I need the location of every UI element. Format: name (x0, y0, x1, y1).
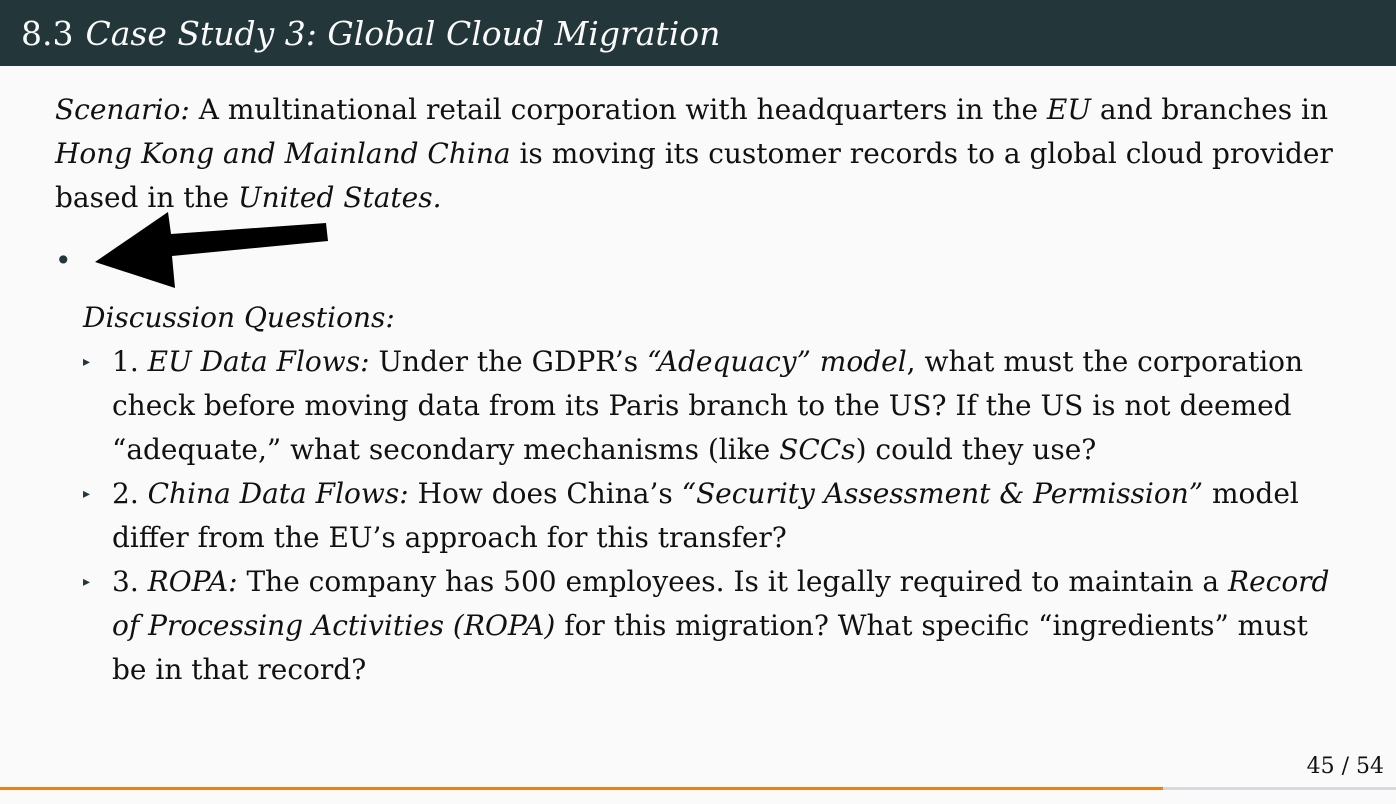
triangle-bullet-icon: ▸ (83, 574, 91, 590)
question-label: ROPA: (147, 565, 238, 598)
triangle-bullet-icon: ▸ (83, 354, 91, 370)
scenario-label: Scenario: (55, 93, 190, 126)
question-text (112, 340, 1343, 472)
question-body: model differ from the EU’s approach for this transfer? (112, 477, 1299, 554)
scenario-emphasis-eu: EU (1046, 93, 1091, 126)
list-item (83, 472, 1343, 560)
question-body: ) could they use? (855, 433, 1097, 466)
scenario-text: and branches in (1090, 93, 1328, 126)
frame-title: Case Study 3: Global Cloud Migration (85, 13, 721, 53)
arrow-pointing-left-icon (95, 212, 335, 294)
question-body: The company has 500 employees. Is it legally required to maintain a (237, 565, 1228, 598)
list-item (83, 560, 1343, 692)
frame-title-bar (0, 0, 1396, 66)
annotation-arrow-shape (95, 212, 328, 288)
scenario-text: A multinational retail corporation with headquarters in the (189, 93, 1047, 126)
question-label: China Data Flows: (147, 477, 409, 510)
question-body: Under the GDPR’s (369, 345, 648, 378)
scenario-emphasis-hk-china: Hong Kong and Mainland China (55, 137, 511, 170)
page-number: 45 / 54 (1306, 754, 1384, 779)
progress-bar-fill (0, 787, 1163, 790)
question-label: EU Data Flows: (147, 345, 370, 378)
question-text (112, 560, 1343, 692)
question-emphasis: SCCs (779, 433, 856, 466)
question-number: 3. (112, 565, 148, 598)
question-emphasis: “Security Assessment & Permission” (681, 477, 1204, 510)
scenario-text: is moving its customer records to a global cloud provider based in the (55, 137, 1333, 214)
discussion-heading: Discussion Questions: (83, 301, 395, 334)
question-body: , what must the corporation check before moving data from its Paris branch to the US? If the US is not deemed “adequate,” what secondary mechanisms (like (112, 345, 1304, 466)
question-text (112, 472, 1343, 560)
question-number: 2. (112, 477, 148, 510)
triangle-bullet-icon: ▸ (83, 486, 91, 502)
scenario-paragraph (55, 88, 1345, 220)
question-body: How does China’s (408, 477, 682, 510)
progress-bar (0, 787, 1396, 790)
list-bullet: • (55, 244, 72, 277)
section-number: 8.3 (21, 13, 74, 53)
question-emphasis: Record of Processing Activities (ROPA) (112, 565, 1330, 642)
question-number: 1. (112, 345, 148, 378)
scenario-emphasis-us: United States. (238, 181, 442, 214)
list-item (83, 340, 1343, 472)
question-emphasis: “Adequacy” model (647, 345, 907, 378)
question-body: for this migration? What specific “ingredients” must be in that record? (112, 609, 1308, 686)
